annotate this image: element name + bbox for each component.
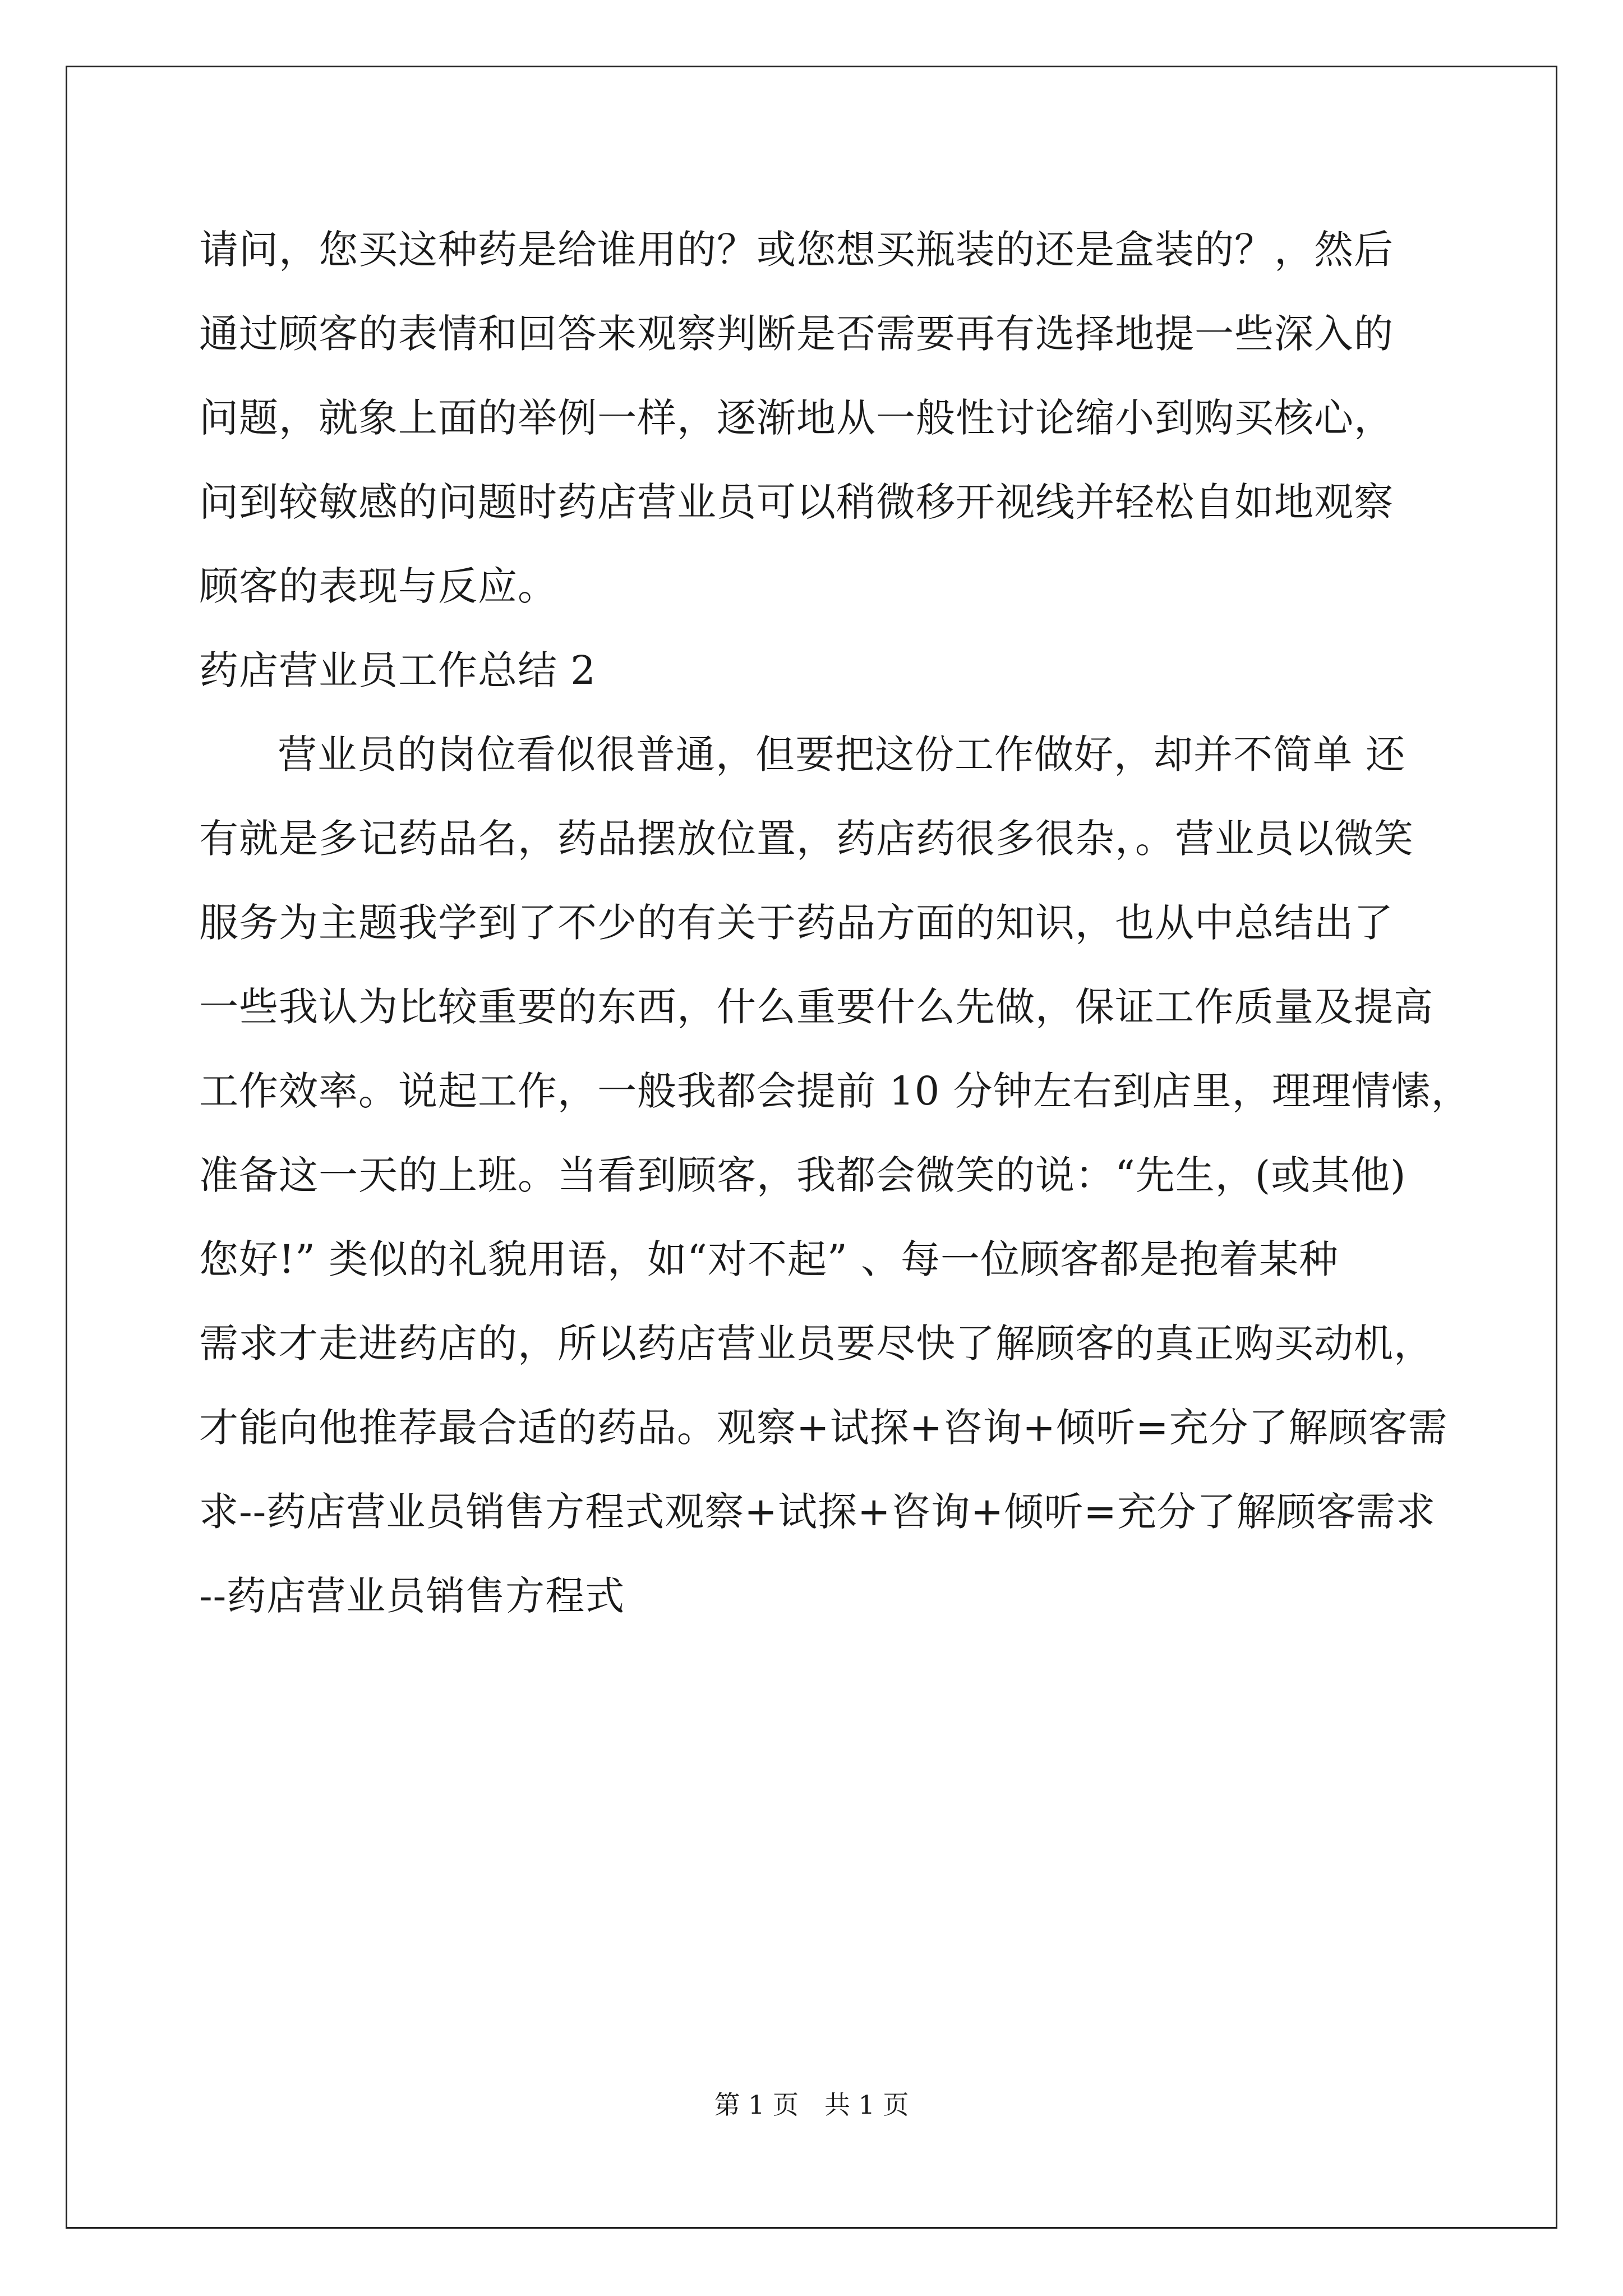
- paragraph-line: 一些我认为比较重要的东西，什么重要什么先做，保证工作质量及提高: [199, 984, 1433, 1030]
- paragraph-line: 顾客的表现与反应。: [199, 563, 557, 609]
- paragraph-line: 问题，就象上面的举例一样，逐渐地从一般性讨论缩小到购买核心，: [199, 395, 1394, 441]
- paragraph-line: 请问，您买这种药是给谁用的？或您想买瓶装的还是盒装的？，然后: [199, 227, 1394, 273]
- page-border: [66, 66, 1557, 2229]
- paragraph-line: 准备这一天的上班。当看到顾客，我都会微笑的说：“先生，(或其他): [199, 1152, 1407, 1198]
- page-footer: 第 1 页 共 1 页: [714, 2090, 909, 2120]
- paragraph-line: --药店营业员销售方程式: [199, 1573, 625, 1619]
- paragraph-line: 才能向他推荐最合适的药品。观察+试探+咨询+倾听=充分了解顾客需: [199, 1405, 1448, 1451]
- paragraph-line: 工作效率。说起工作，一般我都会提前 10 分钟左右到店里，理理情愫，: [199, 1068, 1471, 1114]
- paragraph-line: 您好!” 类似的礼貌用语，如“对不起” 、每一位顾客都是抱着某种: [199, 1236, 1339, 1282]
- paragraph-line: 营业员的岗位看似很普通，但要把这份工作做好，却并不简单 还: [278, 731, 1406, 777]
- paragraph-line: 求--药店营业员销售方程式观察+试探+咨询+倾听=充分了解顾客需求: [199, 1489, 1436, 1535]
- paragraph-line: 需求才走进药店的，所以药店营业员要尽快了解顾客的真正购买动机，: [199, 1320, 1433, 1366]
- paragraph-line: 服务为主题我学到了不少的有关于药品方面的知识，也从中总结出了: [199, 900, 1394, 946]
- paragraph-line: 问到较敏感的问题时药店营业员可以稍微移开视线并轻松自如地观察: [199, 479, 1394, 525]
- paragraph-line: 有就是多记药品名，药品摆放位置，药店药很多很杂，。营业员以微笑: [199, 816, 1414, 862]
- paragraph-line: 通过顾客的表情和回答来观察判断是否需要再有选择地提一些深入的: [199, 311, 1394, 357]
- section-heading: 药店营业员工作总结 2: [199, 647, 596, 693]
